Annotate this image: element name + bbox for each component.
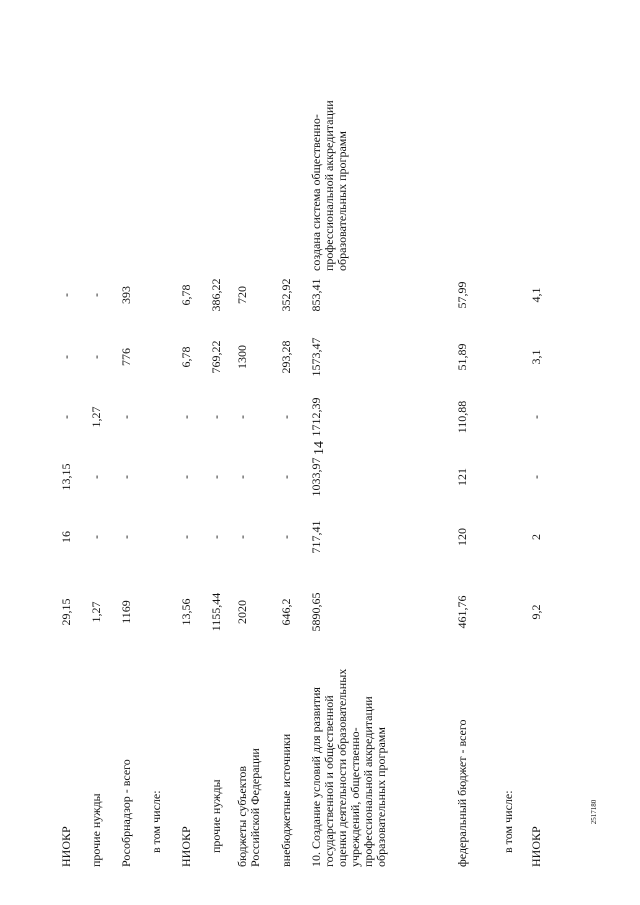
value-col-1: - (279, 535, 293, 539)
value-total: 29,15 (59, 598, 73, 626)
row-label: НИОКР (529, 826, 543, 867)
value-total: 1169 (119, 600, 133, 624)
value-col-3: - (179, 415, 193, 419)
row-label: НИОКР (179, 826, 193, 867)
value-col-5: 6,78 (179, 284, 193, 306)
value-col-4: - (59, 355, 73, 359)
value-total: 5890,65 (309, 592, 323, 632)
value-col-1: - (209, 535, 223, 539)
value-total: 461,76 (455, 595, 469, 629)
value-col-4: 769,22 (209, 340, 223, 374)
value-col-1: - (179, 535, 193, 539)
value-col-2: - (235, 475, 249, 479)
value-col-3: 110,88 (455, 400, 469, 434)
value-total: 9,2 (529, 604, 543, 620)
value-col-3: - (119, 415, 133, 419)
row-label: внебюджетные источники (279, 733, 293, 867)
value-col-3: - (209, 415, 223, 419)
row-label: Рособрнадзор - всего (119, 759, 133, 867)
value-col-5: 386,22 (209, 278, 223, 312)
value-col-4: 1573,47 (309, 337, 323, 377)
value-col-1: 120 (455, 528, 469, 546)
value-col-3: - (59, 415, 73, 419)
value-col-1: - (119, 535, 133, 539)
row-label: бюджеты субъектов Российской Федерации (235, 748, 262, 867)
value-col-2: - (179, 475, 193, 479)
value-col-5: 853,41 (309, 278, 323, 312)
value-col-4: 6,78 (179, 346, 193, 368)
value-col-4: 776 (119, 348, 133, 366)
row-label: в том числе: (149, 790, 163, 853)
row-label: в том числе: (501, 790, 515, 853)
value-col-4: 293,28 (279, 340, 293, 374)
value-col-2: 121 (455, 468, 469, 486)
value-col-4: 51,89 (455, 343, 469, 371)
row-label: НИОКР (59, 826, 73, 867)
value-col-4: 1300 (235, 345, 249, 369)
value-col-3: - (235, 415, 249, 419)
value-col-3: 1,27 (89, 406, 103, 428)
value-col-3: - (279, 415, 293, 419)
document-code: 2517180 (590, 799, 598, 825)
value-total: 1155,44 (209, 592, 223, 632)
value-total: 1,27 (89, 601, 103, 623)
value-col-2: - (119, 475, 133, 479)
value-total: 13,56 (179, 598, 193, 626)
value-col-2: - (89, 475, 103, 479)
value-col-1: 717,41 (309, 520, 323, 554)
value-col-2: 13,15 (59, 463, 73, 491)
value-col-5: 720 (235, 286, 249, 304)
value-col-5: - (89, 293, 103, 297)
row-label: прочие нужды (89, 793, 103, 867)
value-col-4: 3,1 (529, 349, 543, 365)
value-col-1: 2 (529, 534, 543, 540)
value-col-2: 1033,97 (309, 457, 323, 497)
value-col-1: - (235, 535, 249, 539)
value-col-5: 393 (119, 286, 133, 304)
page-number: 14 (312, 441, 327, 455)
value-col-3: 1712,39 (309, 397, 323, 437)
row-label: 10. Создание условий для развития государственной и общественной оценки деятельности образовательных учреждений, общественно-профессиональной аккредитации образовательных программ (309, 668, 388, 867)
value-col-4: - (89, 355, 103, 359)
value-total: 646,2 (279, 598, 293, 626)
value-col-5: 57,99 (455, 281, 469, 309)
value-col-1: - (89, 535, 103, 539)
value-total: 2020 (235, 600, 249, 624)
row-label: федеральный бюджет - всего (455, 719, 469, 867)
value-col-2: - (529, 475, 543, 479)
value-col-5: 4,1 (529, 287, 543, 303)
row-label: прочие нужды (209, 779, 223, 853)
value-col-2: - (209, 475, 223, 479)
value-col-5: 352,92 (279, 278, 293, 312)
value-col-3: - (529, 415, 543, 419)
value-col-1: 16 (59, 531, 73, 543)
result-text: создана система общественно-профессиональной аккредитации образовательных программ (309, 100, 349, 271)
value-col-2: - (279, 475, 293, 479)
value-col-5: - (59, 293, 73, 297)
